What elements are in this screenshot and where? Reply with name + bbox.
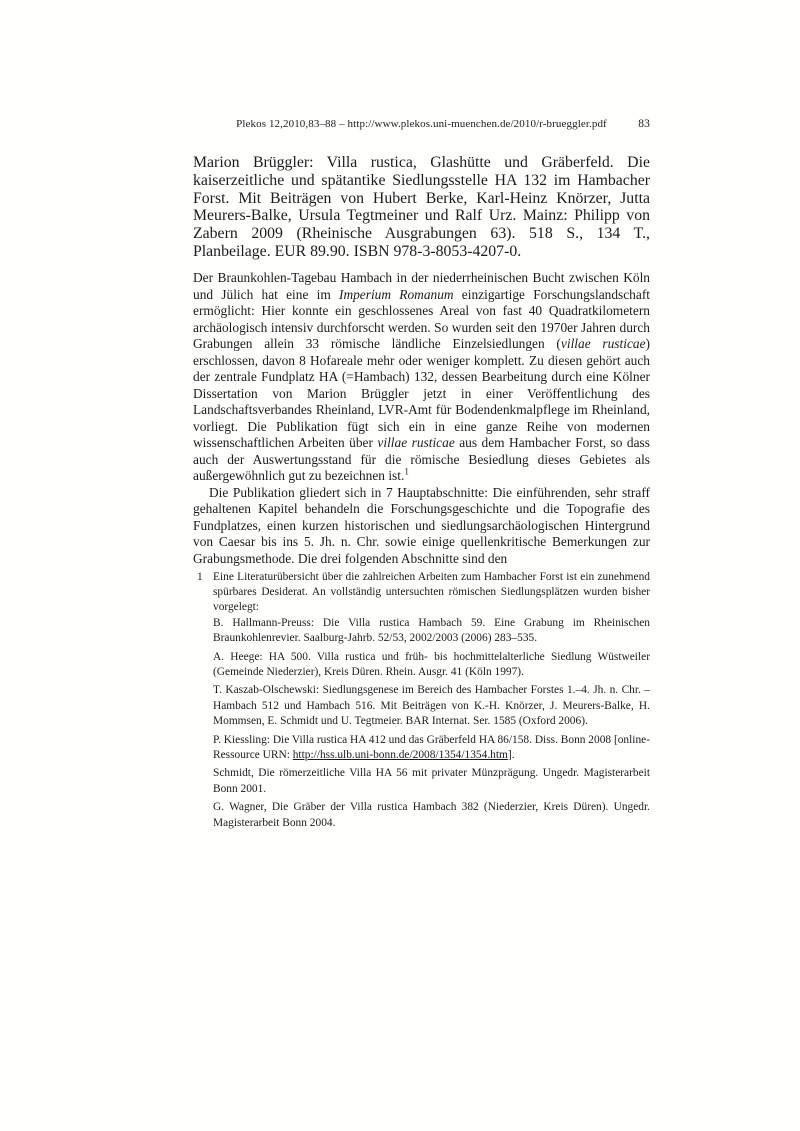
footnote-entry: P. Kiessling: Die Villa rustica HA 412 und das Gräberfeld HA 86/158. Diss. Bonn 2008 [online-Ressource URN: http://hss.ulb.uni-bonn.de/2008/1354/1354.htm]. xyxy=(213,733,650,761)
italic-text: villae rusticae xyxy=(560,336,646,351)
footnote-section xyxy=(193,570,650,831)
footnote-entry: Eine Literaturübersicht über die zahlreichen Arbeiten zum Hambacher Forst ist ein zunehmend spürbares Desiderat. An vollständig untersuchten römischen Siedlungsplätzen wurden bisher vorgelegt: xyxy=(213,571,650,614)
italic-text: villae rusticae xyxy=(377,435,455,450)
body-paragraph: Der Braunkohlen-Tagebau Hambach in der niederrheinischen Bucht zwischen Köln und Jülich hat eine im Imperium Romanum einzigartige Forschungslandschaft ermöglicht: Hier konnte ein geschlossenes Areal von fast 40 Quadratkilometern archäologisch intensiv durchforscht werden. So wurden seit den 1970er Jahren durch Grabungen allein 33 römische ländliche Einzelsiedlungen (villae rusticae) erschlossen, davon 8 Hofareale mehr oder weniger komplett. Zu diesen gehört auch der zentrale Fundplatz HA (=Hambach) 132, dessen Bearbeitung durch eine Kölner Dissertation von Marion Brüggler jetzt in einer Veröffentlichung des Landschaftsverbandes Rheinland, LVR-Amt für Bodendenkmalpflege im Rheinland, vorliegt. Die Publikation fügt sich ein in eine ganze Reihe von modernen wissenschaftlichen Arbeiten über villae rusticae aus dem Hambacher Forst, so dass auch der Auswertungsstand für die römische Besiedlung dieses Gebietes als außergewöhnlich gut zu bezeichnen ist.$^1$ xyxy=(193,270,650,483)
running-head: Plekos 12,2010,83–88 – http://www.plekos.uni-muenchen.de/2010/r-brueggler.pdf xyxy=(236,118,607,130)
footnote-entry: A. Heege: HA 500. Villa rustica und früh- bis hochmittelalterliche Siedlung Wüstweiler (Gemeinde Niederzier), Kreis Düren. Rhein. Ausgr. 41 (Köln 1997). xyxy=(213,650,650,678)
footnote-marker: 1 xyxy=(197,571,203,583)
page-header xyxy=(193,117,650,131)
footnote-url-link[interactable]: http://hss.ulb.uni-bonn.de/2008/1354/1354.htm xyxy=(292,748,508,761)
footnote-entry: B. Hallmann-Preuss: Die Villa rustica Hambach 59. Eine Grabung im Rheinischen Braunkohlenrevier. Saalburg-Jahrb. 52/53, 2002/2003 (2006) 283–535. xyxy=(213,616,650,644)
footnote-entry: G. Wagner, Die Gräber der Villa rustica Hambach 382 (Niederzier, Kreis Düren). Ungedr. Magisterarbeit Bonn 2004. xyxy=(213,801,650,829)
footnote-body xyxy=(213,570,650,831)
review-body xyxy=(193,270,650,567)
footnote-item xyxy=(193,570,650,831)
footnote-entry: Schmidt, Die römerzeitliche Villa HA 56 mit privater Münzprägung. Ungedr. Magisterarbeit Bonn 2001. xyxy=(213,767,650,795)
italic-text: Imperium Romanum xyxy=(338,286,454,302)
body-paragraph: Die Publikation gliedert sich in 7 Hauptabschnitte: Die einführenden, sehr straff gehaltenen Kapitel behandeln die Forschungsgeschichte und die Topografie des Fundplatzes, einen kurzen historischen und siedlungsarchäologischen Hintergrund von Caesar bis ins 5. Jh. n. Chr. sowie einige quellenkritische Bemerkungen zur Grabungsmethode. Die drei folgenden Abschnitte sind den xyxy=(193,484,650,566)
footnote-entry: T. Kaszab-Olschewski: Siedlungsgenese im Bereich des Hambacher Forstes 1.–4. Jh. n. Chr. – Hambach 512 und Hambach 516. Mit Beiträgen von K.-H. Knörzer, J. Meurers-Balke, H. Mommsen, E. Schmidt und U. Tegtmeier. BAR Internat. Ser. 1585 (Oxford 2006). xyxy=(213,684,650,727)
page-number: 83 xyxy=(638,118,650,130)
footnote-reference: 1 xyxy=(404,466,409,477)
review-title: Marion Brüggler: Villa rustica, Glashütte und Gräberfeld. Die kaiserzeitliche und spätantike Siedlungsstelle HA 132 im Hambacher Forst. Mit Beiträgen von Hubert Berke, Karl-Heinz Knörzer, Jutta Meurers-Balke, Ursula Tegtmeiner und Ralf Urz. Mainz: Philipp von Zabern 2009 (Rheinische Ausgrabungen 63). 518 S., 134 T., Planbeilage. EUR 89.90. ISBN 978-3-8053-4207-0. xyxy=(193,154,650,260)
